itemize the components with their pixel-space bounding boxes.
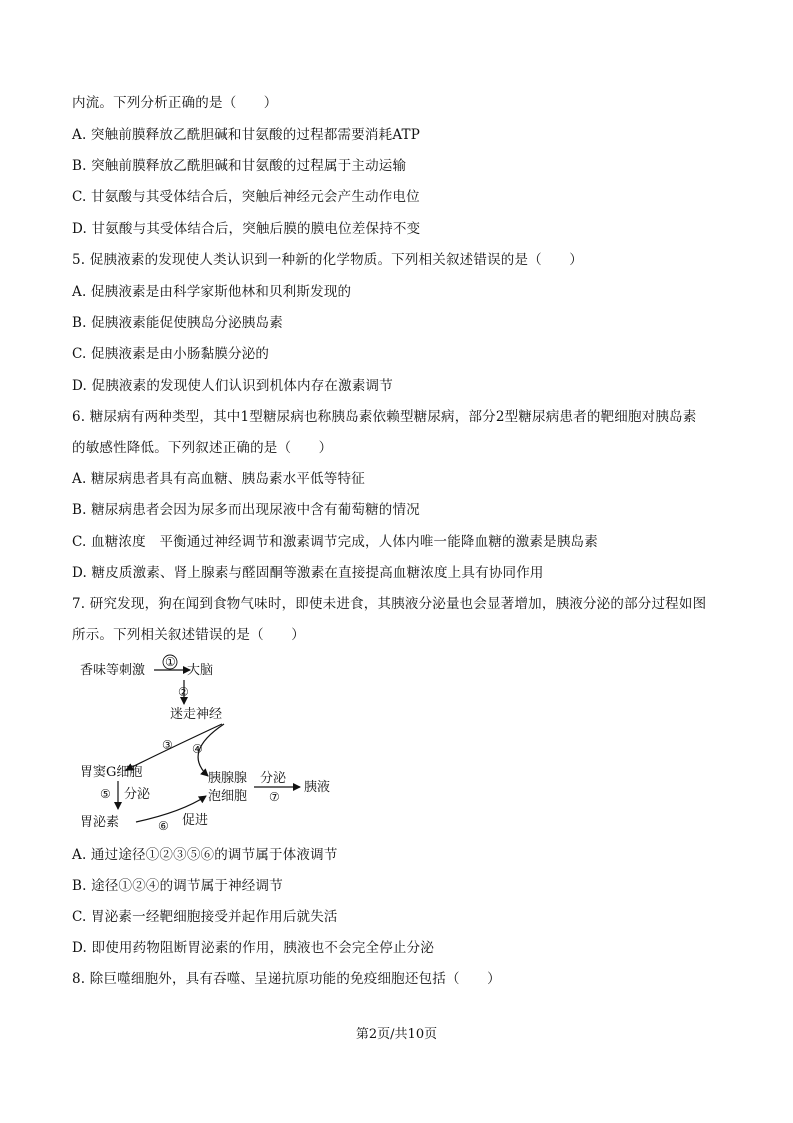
secrete-label-2: 分泌: [260, 771, 287, 786]
question-6-cont: 的敏感性降低。下列叙述正确的是（ ）: [72, 440, 333, 456]
option-d: D. 甘氨酸与其受体结合后，突触后膜的膜电位差保持不变: [72, 221, 421, 237]
step-1-label: ①: [165, 655, 176, 669]
pancreatic-juice-label: 胰液: [304, 780, 331, 795]
option-a: A. 突触前膜释放乙酰胆碱和甘氨酸的过程都需要消耗ATP: [72, 127, 421, 143]
option-b: B. 糖尿病患者会因为尿多而出现尿液中含有葡萄糖的情况: [72, 502, 420, 518]
option-b: B. 促胰液素能促使胰岛分泌胰岛素: [72, 315, 283, 331]
g-cell-label: 胃窦G细胞: [80, 765, 143, 780]
step-6-label: ⑥: [158, 819, 169, 833]
question-5: 5. 促胰液素的发现使人类认识到一种新的化学物质。下列相关叙述错误的是（ ）: [72, 252, 583, 268]
step-2-label: ②: [178, 685, 189, 699]
option-c: C. 胃泌素一经靶细胞接受并起作用后就失活: [72, 909, 338, 925]
pancreatic-secretion-diagram: [72, 652, 372, 837]
option-b: B. 突触前膜释放乙酰胆碱和甘氨酸的过程属于主动运输: [72, 158, 407, 174]
option-c: C. 甘氨酸与其受体结合后，突触后神经元会产生动作电位: [72, 189, 420, 205]
option-d: D. 糖皮质激素、肾上腺素与醛固酮等激素在直接提高血糖浓度上具有协同作用: [72, 565, 544, 581]
question-8: 8. 除巨噬细胞外，具有吞噬、呈递抗原功能的免疫细胞还包括（ ）: [72, 971, 501, 987]
step-5-label: ⑤: [100, 787, 111, 801]
option-a: A. 糖尿病患者具有高血糖、胰岛素水平低等特征: [72, 471, 365, 487]
option-c: C. 血糖浓度 平衡通过神经调节和激素调节完成，人体内唯一能降血糖的激素是胰岛素: [72, 534, 598, 550]
step-3-label: ③: [162, 738, 173, 752]
question-6: 6. 糖尿病有两种类型，其中1型糖尿病也称胰岛素依赖型糖尿病，部分2型糖尿病患者的靶细胞对胰岛素: [72, 409, 697, 425]
text-line: 内流。下列分析正确的是（ ）: [72, 95, 278, 111]
option-b: B. 途径①②④的调节属于神经调节: [72, 878, 283, 894]
stimulus-label: 香味等刺激: [80, 663, 146, 678]
option-c: C. 促胰液素是由小肠黏膜分泌的: [72, 346, 270, 362]
secrete-label-1: 分泌: [124, 787, 151, 802]
acinar-label-top: 胰腺腺: [208, 771, 248, 786]
vagus-label: 迷走神经: [170, 707, 223, 722]
step-4-label: ④: [192, 742, 203, 756]
option-d: D. 即使用药物阻断胃泌素的作用，胰液也不会完全停止分泌: [72, 940, 435, 956]
diagram-svg: [72, 652, 372, 837]
option-a: A. 促胰液素是由科学家斯他林和贝利斯发现的: [72, 284, 352, 300]
question-7-cont: 所示。下列相关叙述错误的是（ ）: [72, 627, 305, 643]
question-7: 7. 研究发现，狗在闻到食物气味时，即使未进食，其胰液分泌量也会显著增加，胰液分泌的部分过程如图: [72, 596, 707, 612]
gastrin-label: 胃泌素: [80, 815, 120, 830]
brain-label: 大脑: [187, 663, 214, 678]
page-footer: 第2页/共10页: [355, 1027, 438, 1042]
acinar-label-bottom: 泡细胞: [208, 789, 248, 804]
option-d: D. 促胰液素的发现使人们认识到机体内存在激素调节: [72, 378, 393, 394]
step-7-label: ⑦: [269, 790, 280, 804]
promote-label: 促进: [182, 813, 209, 828]
option-a: A. 通过途径①②③⑤⑥的调节属于体液调节: [72, 847, 338, 863]
arrow-3: [126, 724, 222, 770]
